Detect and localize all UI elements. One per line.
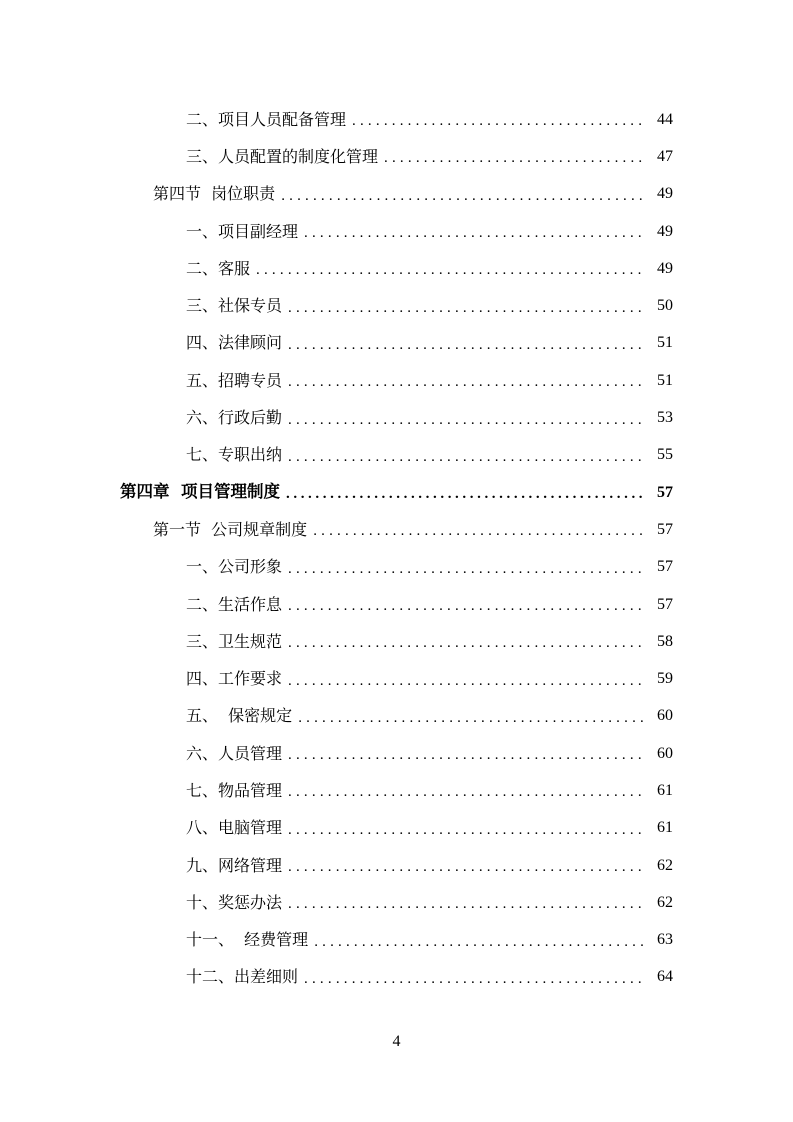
toc-entry[interactable] xyxy=(0,922,793,959)
toc-entry[interactable] xyxy=(0,735,793,772)
toc-entry-page: 60 xyxy=(657,707,673,725)
toc-dot-leader xyxy=(304,226,645,241)
toc-dot-leader xyxy=(288,674,645,689)
toc-entry-page: 58 xyxy=(657,632,673,650)
toc-entry-page: 49 xyxy=(657,259,673,277)
toc-dot-leader xyxy=(288,860,645,875)
toc-chapter-entry[interactable] xyxy=(0,474,793,511)
toc-entry-title: 九、网络管理 xyxy=(186,855,283,875)
toc-entry-title: 四、工作要求 xyxy=(186,669,283,689)
toc-entry-title: 七、物品管理 xyxy=(186,780,283,800)
toc-entry-title: 一、项目副经理 xyxy=(186,221,299,241)
toc-dot-leader xyxy=(288,636,645,651)
toc-entry[interactable] xyxy=(0,698,793,735)
toc-entry-page: 64 xyxy=(657,968,673,986)
toc-entry-page: 44 xyxy=(657,110,673,128)
toc-entry[interactable] xyxy=(0,847,793,884)
toc-entry-title: 三、卫生规范 xyxy=(186,631,283,651)
toc-entry-page: 53 xyxy=(657,409,673,427)
toc-dot-leader xyxy=(314,935,645,950)
toc-section-entry[interactable] xyxy=(0,176,793,213)
toc-entry-title: 六、行政后勤 xyxy=(186,408,283,428)
toc-dot-leader xyxy=(288,375,645,390)
toc-entry-page: 57 xyxy=(657,520,673,538)
toc-entry-page: 60 xyxy=(657,744,673,762)
toc-entry-page: 55 xyxy=(657,446,673,464)
toc-dot-leader xyxy=(256,263,645,278)
toc-entry[interactable] xyxy=(0,399,793,436)
toc-entry-page: 61 xyxy=(657,819,673,837)
toc-dot-leader xyxy=(288,897,645,912)
toc-entry[interactable] xyxy=(0,437,793,474)
toc-entry-title: 十一、 经费管理 xyxy=(186,930,309,950)
toc-entry[interactable] xyxy=(0,549,793,586)
toc-dot-leader xyxy=(298,711,645,726)
toc-entry-title: 第一节 公司规章制度 xyxy=(153,519,308,539)
table-of-contents xyxy=(0,101,793,996)
toc-entry-title: 三、社保专员 xyxy=(186,296,283,316)
toc-dot-leader xyxy=(288,823,645,838)
toc-entry-page: 57 xyxy=(657,558,673,576)
toc-entry-page: 61 xyxy=(657,781,673,799)
toc-entry-title: 第四节 岗位职责 xyxy=(153,184,276,204)
toc-entry-page: 51 xyxy=(657,371,673,389)
toc-entry-title: 十二、出差细则 xyxy=(186,967,299,987)
toc-entry-page: 50 xyxy=(657,297,673,315)
toc-entry-title: 五、 保密规定 xyxy=(186,706,293,726)
toc-entry-page: 57 xyxy=(657,483,673,501)
toc-entry-title: 二、客服 xyxy=(186,258,251,278)
toc-entry[interactable] xyxy=(0,325,793,362)
toc-entry-title: 四、法律顾问 xyxy=(186,333,283,353)
toc-entry[interactable] xyxy=(0,213,793,250)
toc-dot-leader xyxy=(384,151,645,166)
toc-entry-title: 第四章 项目管理制度 xyxy=(120,482,280,502)
toc-entry[interactable] xyxy=(0,810,793,847)
toc-entry-page: 62 xyxy=(657,856,673,874)
toc-entry-title: 二、生活作息 xyxy=(186,594,283,614)
page-number: 4 xyxy=(392,1033,401,1050)
toc-entry-page: 49 xyxy=(657,222,673,240)
toc-dot-leader xyxy=(288,562,645,577)
toc-entry-page: 59 xyxy=(657,670,673,688)
toc-dot-leader xyxy=(288,413,645,428)
toc-dot-leader xyxy=(304,972,645,987)
toc-entry[interactable] xyxy=(0,250,793,287)
toc-entry[interactable] xyxy=(0,101,793,138)
toc-dot-leader xyxy=(288,338,645,353)
toc-dot-leader xyxy=(288,785,645,800)
toc-entry-title: 十、奖惩办法 xyxy=(186,892,283,912)
toc-dot-leader xyxy=(288,301,645,316)
toc-entry-page: 49 xyxy=(657,185,673,203)
toc-dot-leader xyxy=(281,189,645,204)
toc-entry[interactable] xyxy=(0,138,793,175)
toc-section-entry[interactable] xyxy=(0,511,793,548)
toc-entry-page: 63 xyxy=(657,931,673,949)
toc-entry[interactable] xyxy=(0,884,793,921)
toc-entry-page: 57 xyxy=(657,595,673,613)
toc-entry-title: 三、人员配置的制度化管理 xyxy=(186,146,379,166)
toc-dot-leader xyxy=(288,748,645,763)
toc-dot-leader xyxy=(352,114,645,129)
toc-entry-page: 47 xyxy=(657,147,673,165)
toc-entry[interactable] xyxy=(0,362,793,399)
toc-entry-title: 五、招聘专员 xyxy=(186,370,283,390)
toc-dot-leader xyxy=(286,487,645,502)
toc-entry-title: 二、项目人员配备管理 xyxy=(186,109,347,129)
toc-entry[interactable] xyxy=(0,586,793,623)
toc-entry[interactable] xyxy=(0,959,793,996)
toc-entry-title: 六、人员管理 xyxy=(186,743,283,763)
toc-entry[interactable] xyxy=(0,623,793,660)
toc-entry-title: 七、专职出纳 xyxy=(186,445,283,465)
toc-entry-title: 一、公司形象 xyxy=(186,557,283,577)
toc-entry-title: 八、电脑管理 xyxy=(186,818,283,838)
toc-dot-leader xyxy=(288,599,645,614)
toc-entry[interactable] xyxy=(0,772,793,809)
toc-dot-leader xyxy=(313,524,645,539)
toc-entry-page: 62 xyxy=(657,893,673,911)
toc-entry[interactable] xyxy=(0,287,793,324)
toc-dot-leader xyxy=(288,450,645,465)
toc-entry[interactable] xyxy=(0,660,793,697)
toc-entry-page: 51 xyxy=(657,334,673,352)
